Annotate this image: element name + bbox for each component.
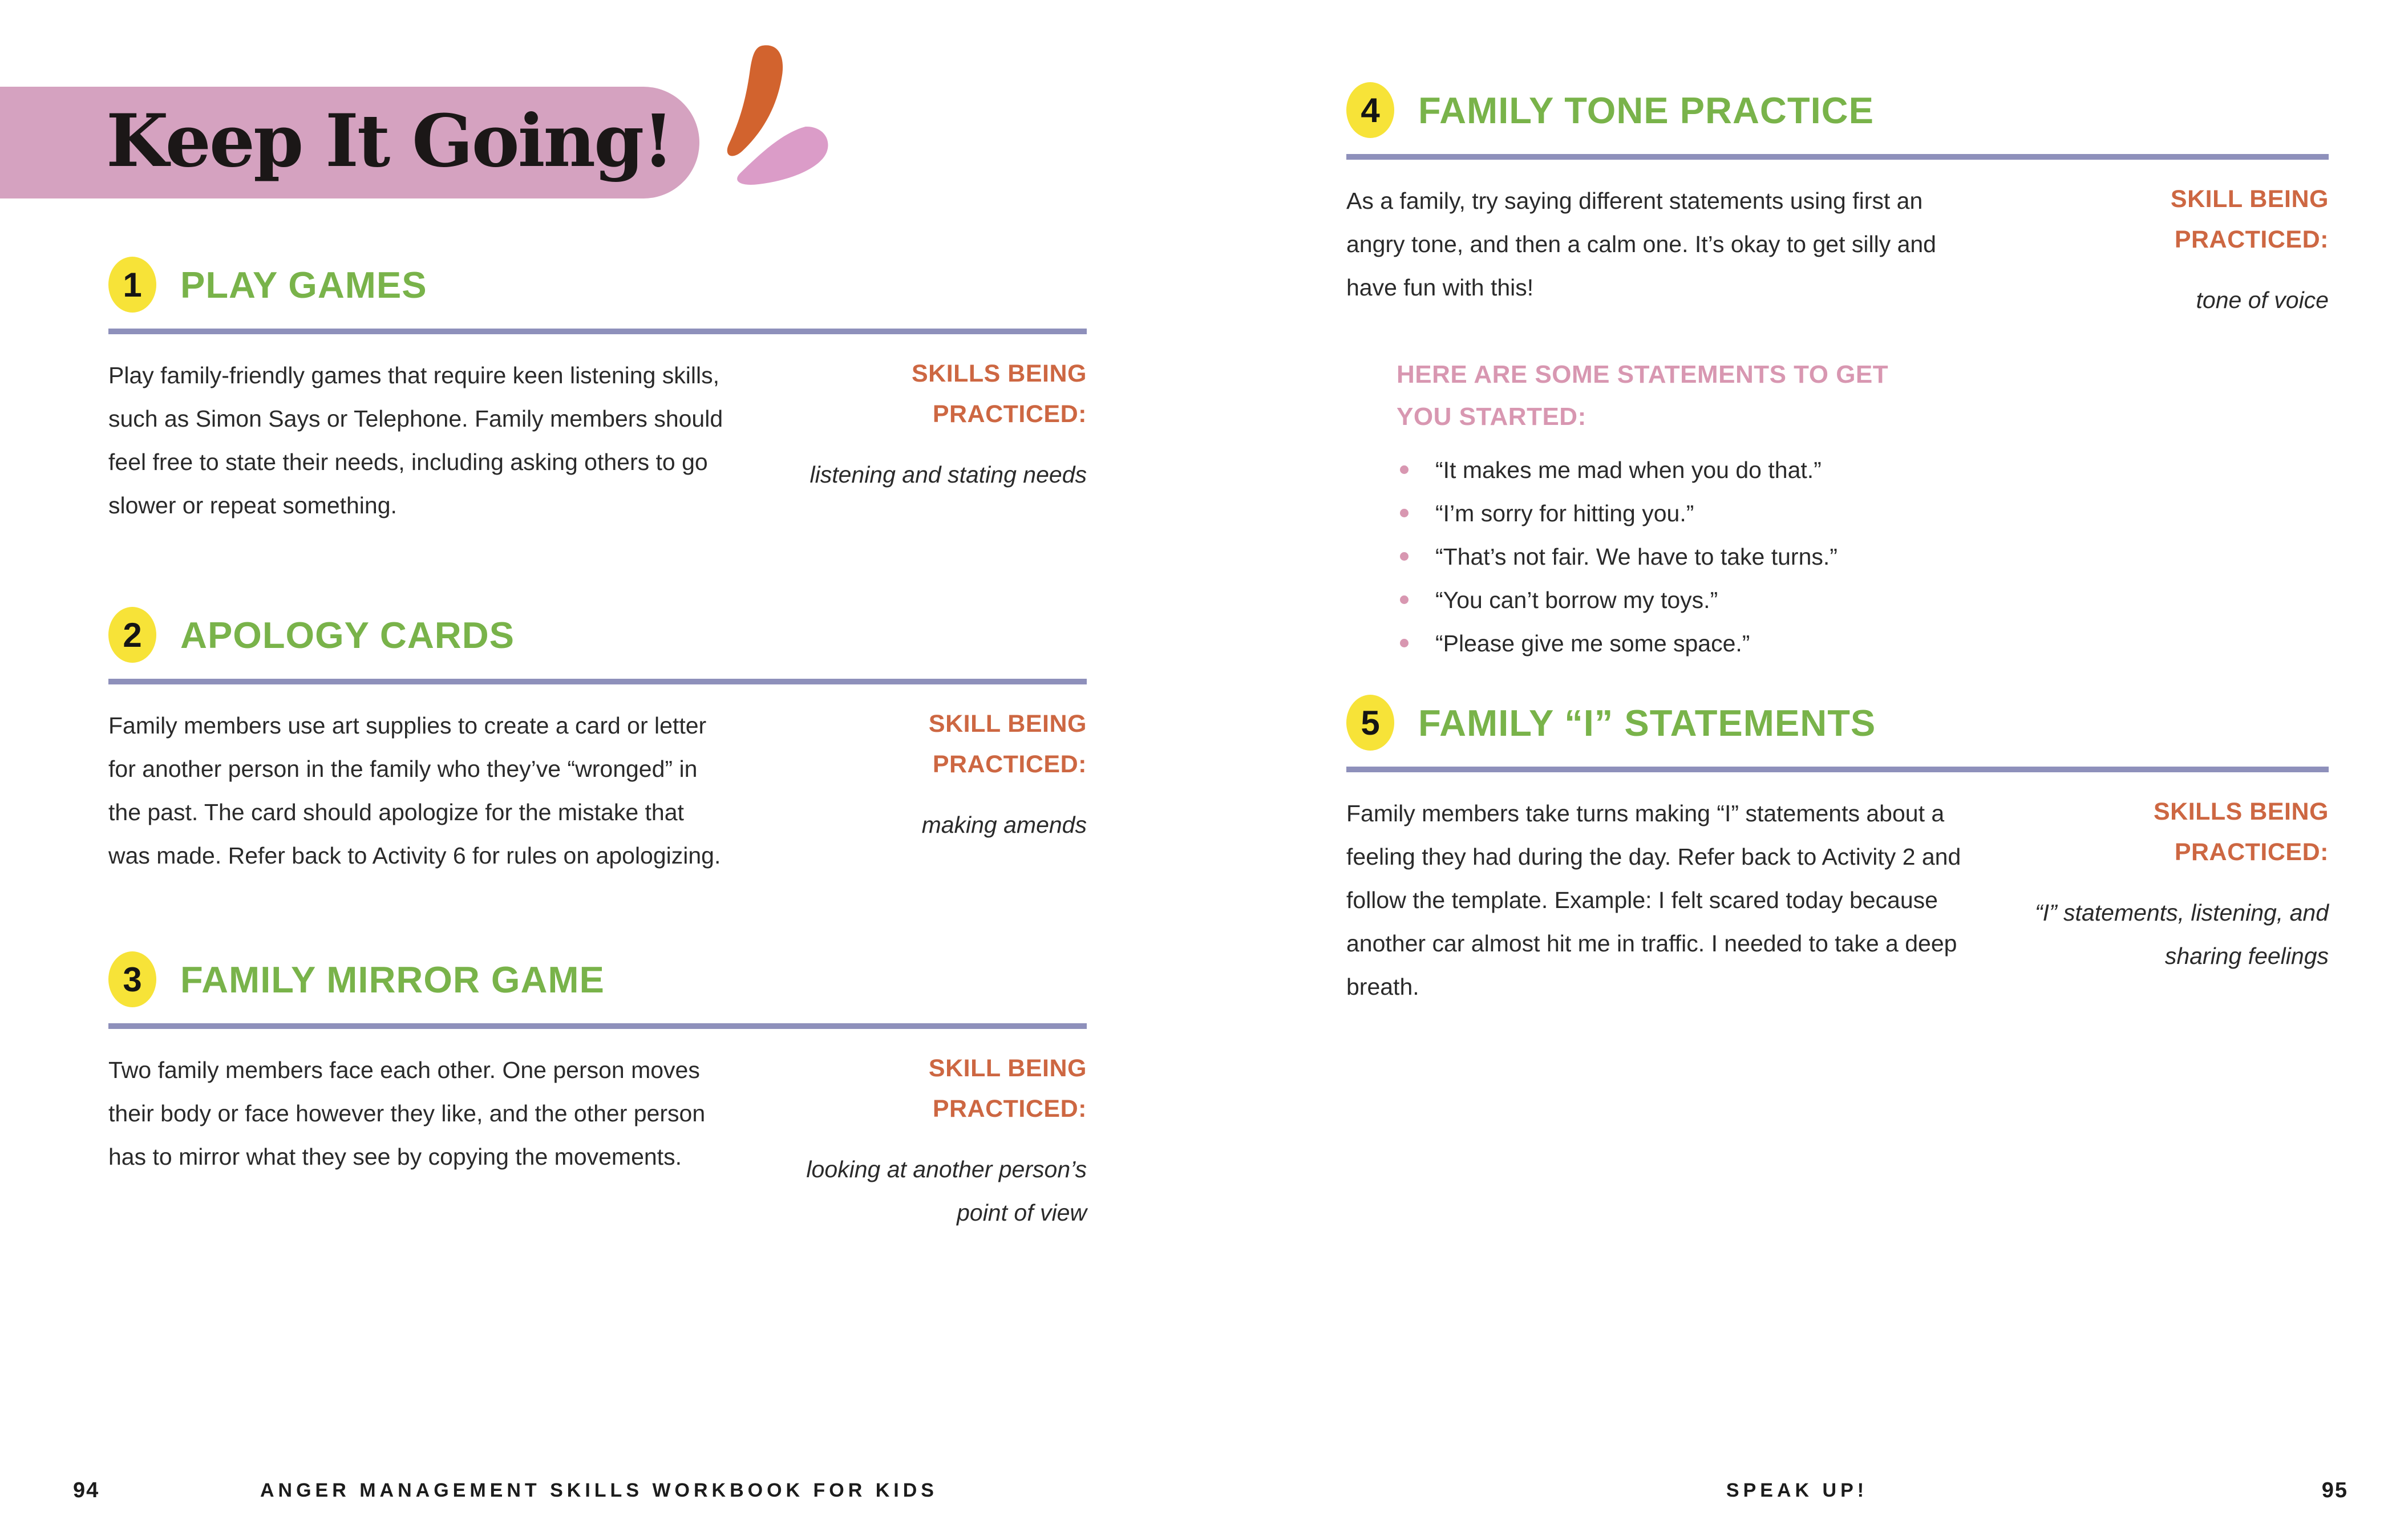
left-page-footer xyxy=(0,1480,1198,1516)
activity-3-number: 3 xyxy=(123,960,142,999)
page-title-banner xyxy=(0,87,699,198)
statements-list xyxy=(1397,448,2329,665)
bullet-dot-icon xyxy=(1400,465,1409,474)
statement-text: “Please give me some space.” xyxy=(1435,630,1750,656)
activity-5-number-badge xyxy=(1346,695,1394,751)
activity-2-number-badge xyxy=(108,607,156,663)
statement-text: “You can’t borrow my toys.” xyxy=(1435,587,1718,613)
skills-value: making amends xyxy=(921,812,1087,838)
statement-item xyxy=(1397,578,2329,622)
chapter-title: SPEAK UP! xyxy=(1726,1480,1868,1501)
activity-1-number: 1 xyxy=(123,265,142,304)
activity-1-title: PLAY GAMES xyxy=(180,264,427,306)
activity-4 xyxy=(1346,82,2329,665)
activity-5-description: Family members take turns making “I” statements about a feeling they had during the day. Refer back to Activity 2 and follow the template. Example: I felt scared today because another car almost hit me in traffic. I needed to take a deep breath. xyxy=(1346,800,1961,1000)
statement-item xyxy=(1397,535,2329,578)
statement-item xyxy=(1397,622,2329,665)
activity-2-header xyxy=(108,607,1087,663)
right-page-number: 95 xyxy=(2321,1478,2348,1502)
activity-3-number-badge xyxy=(108,951,156,1007)
activity-4-header xyxy=(1346,82,2329,138)
activity-5-title: FAMILY “I” STATEMENTS xyxy=(1418,702,1876,744)
skills-label: SKILLS BEING PRACTICED: xyxy=(911,360,1087,428)
activity-5-header xyxy=(1346,695,2329,751)
divider-rule xyxy=(108,329,1087,334)
activity-1 xyxy=(108,257,1087,527)
activity-2-number: 2 xyxy=(123,615,142,654)
left-page-number: 94 xyxy=(73,1478,100,1502)
activity-3-header xyxy=(108,951,1087,1007)
right-page-footer xyxy=(1198,1480,2396,1516)
activity-3 xyxy=(108,951,1087,1234)
skills-label: SKILL BEING PRACTICED: xyxy=(2170,185,2329,253)
statements-intro: HERE ARE SOME STATEMENTS TO GET YOU STARTED: xyxy=(1397,360,1889,431)
activity-4-number: 4 xyxy=(1361,91,1380,129)
statement-text: “That’s not fair. We have to take turns.” xyxy=(1435,544,1838,570)
skills-label: SKILL BEING PRACTICED: xyxy=(928,710,1087,778)
activity-2 xyxy=(108,607,1087,877)
activity-1-description: Play family-friendly games that require keen listening skills, such as Simon Says or Telephone. Family members should feel free to state their needs, including asking others to go slower or repeat something. xyxy=(108,362,723,518)
divider-rule xyxy=(1346,767,2329,772)
skills-value: tone of voice xyxy=(2196,287,2329,313)
activity-2-title: APOLOGY CARDS xyxy=(180,614,515,656)
skills-value: “I” statements, listening, and sharing feelings xyxy=(2034,899,2329,969)
divider-rule xyxy=(108,679,1087,684)
bullet-dot-icon xyxy=(1400,639,1409,647)
book-title: ANGER MANAGEMENT SKILLS WORKBOOK FOR KIDS xyxy=(260,1480,938,1501)
activity-1-header xyxy=(108,257,1087,313)
activity-3-title: FAMILY MIRROR GAME xyxy=(180,958,605,1000)
activity-1-skills xyxy=(790,354,1087,527)
activity-5 xyxy=(1346,695,2329,1008)
statement-item xyxy=(1397,448,2329,492)
activity-2-description: Family members use art supplies to create a card or letter for another person in the family who they’ve “wronged” in the past. The card should apologize for the mistake that was made. Refer back to Activity 6 for rules on apologizing. xyxy=(108,712,721,869)
bullet-dot-icon xyxy=(1400,509,1409,517)
bullet-dot-icon xyxy=(1400,595,1409,604)
page-title: Keep It Going! xyxy=(106,99,673,183)
activity-3-description: Two family members face each other. One person moves their body or face however they like, and the other person has to mirror what they see by copying the movements. xyxy=(108,1057,706,1170)
statements-block xyxy=(1397,354,2329,665)
skills-label: SKILL BEING PRACTICED: xyxy=(928,1055,1087,1122)
skills-value: listening and stating needs xyxy=(810,461,1087,488)
skills-value: looking at another person’s point of view xyxy=(806,1156,1087,1226)
statement-text: “I’m sorry for hitting you.” xyxy=(1435,500,1694,526)
divider-rule xyxy=(108,1023,1087,1029)
activity-4-title: FAMILY TONE PRACTICE xyxy=(1418,89,1874,131)
activity-4-number-badge xyxy=(1346,82,1394,138)
bullet-dot-icon xyxy=(1400,552,1409,561)
activity-4-skills xyxy=(2032,179,2329,322)
activity-5-number: 5 xyxy=(1361,703,1380,742)
activity-4-description: As a family, try saying different statements using first an angry tone, and then a calm one. It’s okay to get silly and have fun with this! xyxy=(1346,188,1936,301)
skills-label: SKILLS BEING PRACTICED: xyxy=(2153,798,2329,866)
activity-3-skills xyxy=(790,1048,1087,1234)
statement-item xyxy=(1397,492,2329,535)
divider-rule xyxy=(1346,154,2329,160)
statement-text: “It makes me mad when you do that.” xyxy=(1435,457,1822,483)
activity-5-skills xyxy=(2032,792,2329,1008)
activity-1-number-badge xyxy=(108,257,156,313)
activity-2-skills xyxy=(790,704,1087,877)
double-comma-swoosh-icon xyxy=(707,42,843,195)
